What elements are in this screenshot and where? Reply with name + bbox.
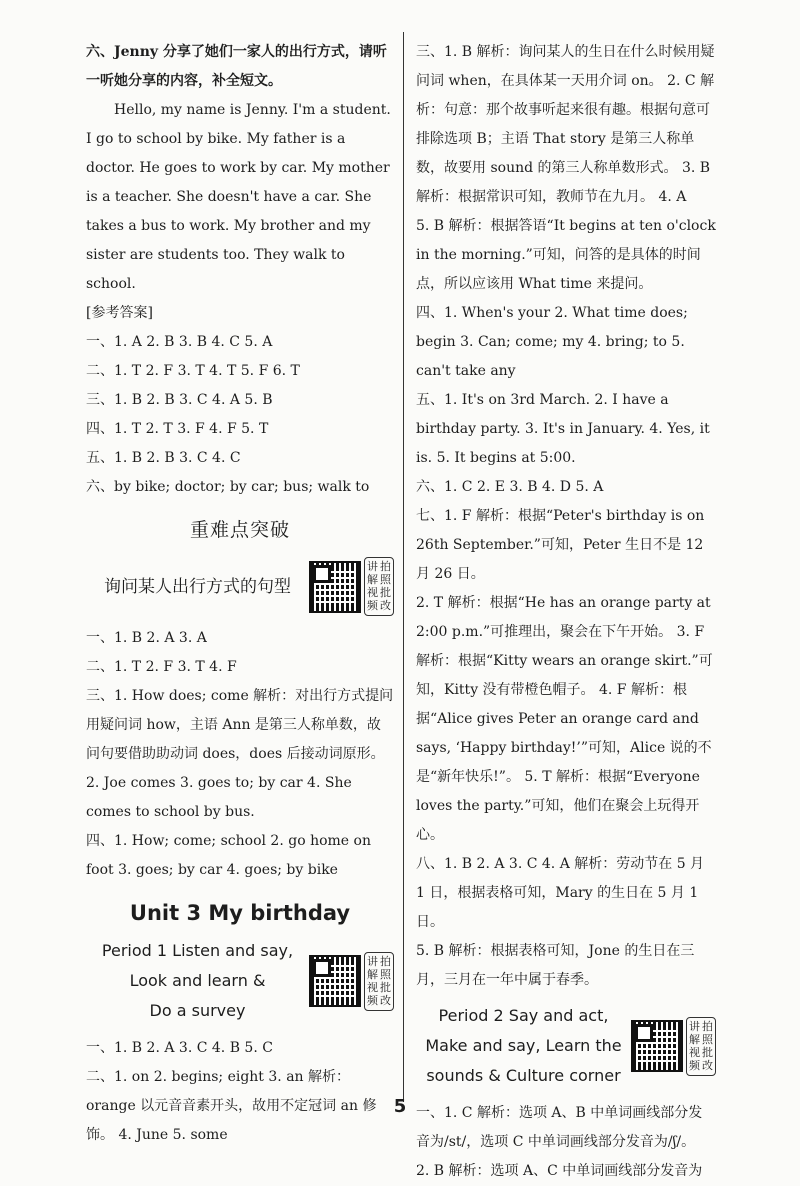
listening-intro: 六、Jenny 分享了她们一家人的出行方式，请听一听她分享的内容，补全短文。 [86,44,387,89]
answer-para: 三、1. B 解析：询问某人的生日在什么时候用疑问词 when，在具体某一天用介词 on。 2. C 解析：句意：那个故事听起来很有趣。根据句意可排除选项 B；主语 That story 是第三人称单数，故要用 sound 的第三人称单数形式。 3. B 解析：根据常识可知，教师节在九月。 4. A [416,44,715,205]
answer-line: 五、1. B 2. B 3. C 4. C [86,450,241,466]
answer-para: 六、1. C 2. E 3. B 4. D 5. A [416,479,604,495]
answer-para: 5. B 解析：根据表格可知，Jone 的生日在三月，三月在一年中属于春季。 [416,943,695,988]
qr-label: 讲 拍 解 照 视 批 频 改 [686,1017,716,1076]
listening-passage: Hello, my name is Jenny. I'm a student. I go to school by bike. My father is a doctor. He goes to work by car. My mother is a teacher. She doesn't have a car. She takes a bus to work. My brother and my sister are students too. They walk to school. [86,102,391,292]
answer-para: 2. B 解析：选项 A、C 中单词画线部分发音为 [416,1163,703,1179]
answer-line: 2. Joe comes 3. goes to; by car 4. She comes to school by bus. [86,775,352,820]
section-title: 重难点突破 [189,519,290,541]
answer-line: 二、1. T 2. F 3. T 4. F [86,659,237,675]
column-divider [403,32,404,1102]
period1-heading [86,936,394,1026]
reference-answer-label: [参考答案] [86,305,153,321]
right-column [416,38,716,1186]
answer-line: 四、1. T 2. T 3. F 4. F 5. T [86,421,269,437]
qr-code-icon[interactable] [309,955,361,1007]
qr-code-icon[interactable] [631,1020,683,1072]
answer-para: 2. T 解析：根据“He has an orange party at 2:00 p.m.”可推理出，聚会在下午开始。 3. F 解析：根据“Kitty wears an orange skirt.”可知，Kitty 没有带橙色帽子。 4. F 解析：根据“Alice gives Peter an orange card and says, ‘Happy birthday!’”可知，Alice 说的不是“新年快乐!”。 5. T 解析：根据“Everyone loves the party.”可知，他们在聚会上玩得开心。 [416,595,713,843]
answer-line: 一、1. A 2. B 3. B 4. C 5. A [86,334,273,350]
answer-para: 五、1. It's on 3rd March. 2. I have a birthday party. 3. It's in January. 4. Yes, it is. 5. It begins at 5:00. [416,392,710,466]
answer-line: 二、1. on 2. begins; eight 3. an 解析：orange 以元音音素开头，故用不定冠词 an 修饰。 4. June 5. some [86,1069,377,1143]
answer-para: 一、1. C 解析：选项 A、B 中单词画线部分发音为/st/，选项 C 中单词画线部分发音为/ʃ/。 [416,1105,703,1150]
qr-heading-title: 询问某人出行方式的句型 [104,576,291,597]
answer-para: 八、1. B 2. A 3. C 4. A 解析：劳动节在 5 月 1 日，根据表格可知，Mary 的生日在 5 月 1 日。 [416,856,705,930]
answer-line: 一、1. B 2. A 3. A [86,630,207,646]
page-number: 5 [393,1096,407,1117]
period2-heading [416,1001,716,1091]
answer-line: 六、by bike; doctor; by car; bus; walk to [86,479,370,495]
answer-para: 七、1. F 解析：根据“Peter's birthday is on 26th September.”可知，Peter 生日不是 12 月 26 日。 [416,508,705,582]
period1-title: Period 1 Listen and say, Look and learn & Do a survey [101,941,294,1020]
left-column [86,38,394,1150]
period2-title: Period 2 Say and act, Make and say, Learn the sounds & Culture corner [425,1006,622,1085]
answer-line: 四、1. How; come; school 2. go home on foot 3. goes; by car 4. goes; by bike [86,833,371,878]
qr-block[interactable] [309,557,394,616]
qr-block[interactable] [309,952,394,1011]
qr-label: 讲 拍 解 照 视 批 频 改 [364,952,394,1011]
qr-code-icon[interactable] [309,561,361,613]
qr-block[interactable] [631,1017,716,1076]
answer-line: 二、1. T 2. F 3. T 4. T 5. F 6. T [86,363,300,379]
answer-line: 三、1. B 2. B 3. C 4. A 5. B [86,392,273,408]
qr-label: 讲 拍 解 照 视 批 频 改 [364,557,394,616]
answer-line: 三、1. How does; come 解析：对出行方式提问用疑问词 how，主语 Ann 是第三人称单数，故问句要借助助动词 does，does 后接动词原形。 [86,688,394,762]
answer-line: 一、1. B 2. A 3. C 4. B 5. C [86,1040,273,1056]
answer-para: 5. B 解析：根据答语“It begins at ten o'clock in the morning.”可知，问答的是具体的时间点，所以应该用 What time 来提问。 [416,218,716,292]
unit-title: Unit 3 My birthday [129,901,351,925]
answer-para: 四、1. When's your 2. What time does; begin 3. Can; come; my 4. bring; to 5. can't take any [416,305,688,379]
qr-heading [86,557,394,616]
